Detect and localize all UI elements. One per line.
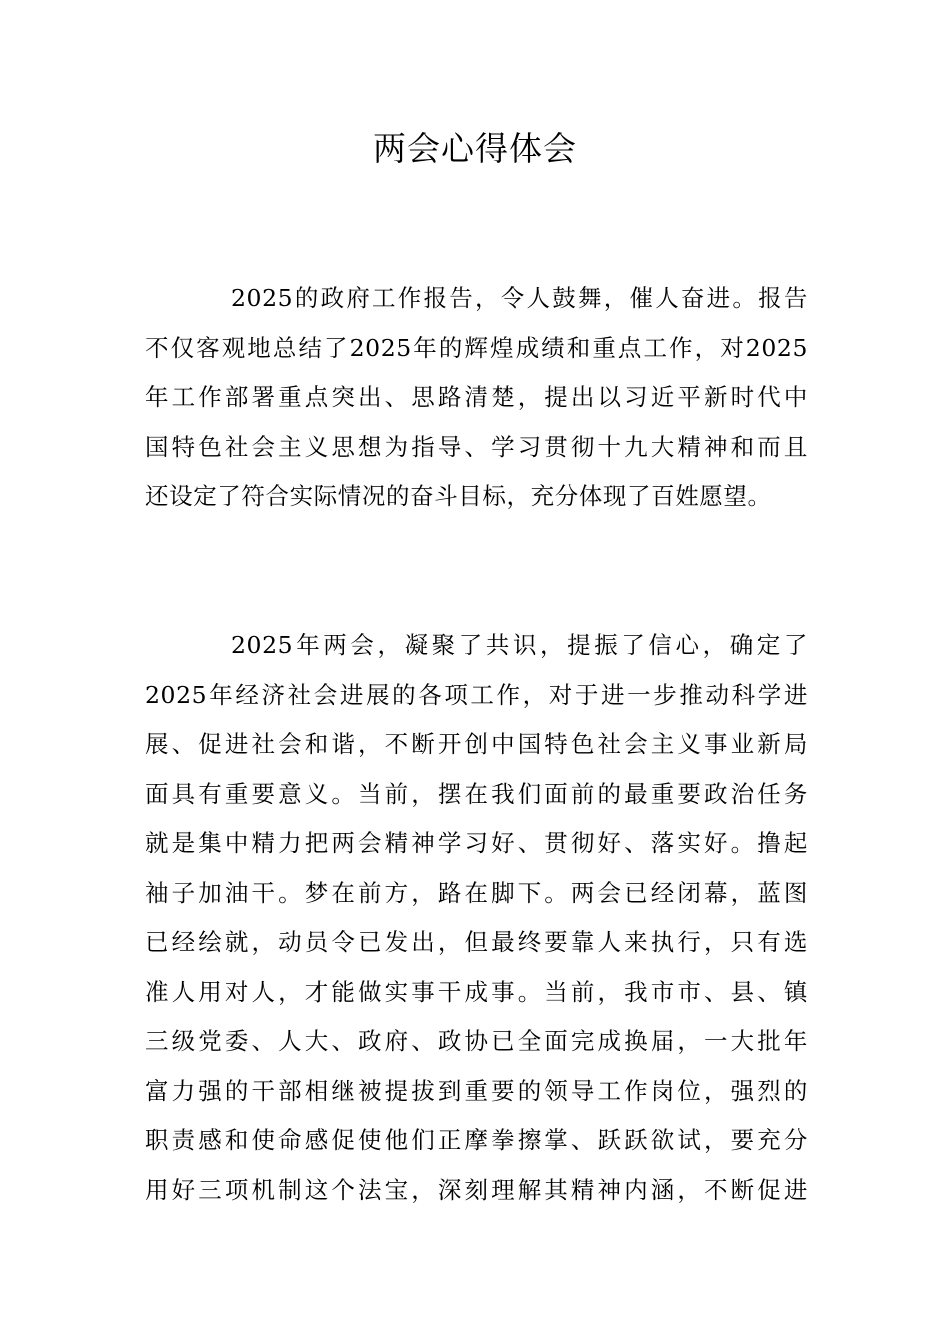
paragraph-line: 三级党委、人大、政府、政协已全面完成换届，一大批年: [145, 1027, 808, 1055]
paragraph-line: 就是集中精力把两会精神学习好、贯彻好、落实好。撸起: [145, 829, 808, 857]
paragraph-line: 富力强的干部相继被提拔到重要的领导工作岗位，强烈的: [145, 1076, 808, 1105]
paragraph-line: 面具有重要意义。当前，摆在我们面前的最重要政治任务: [145, 779, 808, 808]
paragraph-line: 袖子加油干。梦在前方，路在脚下。两会已经闭幕，蓝图: [145, 878, 808, 907]
paragraph-line: 职责感和使命感促使他们正摩拳擦掌、跃跃欲试，要充分: [145, 1126, 808, 1154]
document-title: 两会心得体会: [373, 129, 577, 168]
paragraph-line: 不仅客观地总结了2025年的辉煌成绩和重点工作，对2025: [145, 333, 808, 362]
paragraph-line: 已经绘就，动员令已发出，但最终要靠人来执行，只有选: [145, 928, 808, 956]
paragraph-line: 2025年两会，凝聚了共识，提振了信心，确定了: [231, 631, 808, 659]
paragraph-line: 年工作部署重点突出、思路清楚，提出以习近平新时代中: [145, 383, 808, 411]
paragraph-line: 展、促进社会和谐，不断开创中国特色社会主义事业新局: [145, 730, 808, 758]
paragraph-1: [145, 274, 808, 522]
paragraph-line: 还设定了符合实际情况的奋斗目标，充分体现了百姓愿望。: [145, 482, 772, 510]
paragraph-2: [145, 621, 808, 1215]
paragraph-line: 用好三项机制这个法宝，深刻理解其精神内涵，不断促进: [145, 1175, 808, 1204]
paragraph-line: 2025年经济社会进展的各项工作，对于进一步推动科学进: [145, 680, 808, 709]
paragraph-line: 准人用对人，才能做实事干成事。当前，我市市、县、镇: [145, 977, 808, 1006]
paragraph-line: 国特色社会主义思想为指导、学习贯彻十九大精神和而且: [145, 432, 808, 461]
paragraph-line: 2025的政府工作报告，令人鼓舞，催人奋进。报告: [231, 284, 808, 312]
